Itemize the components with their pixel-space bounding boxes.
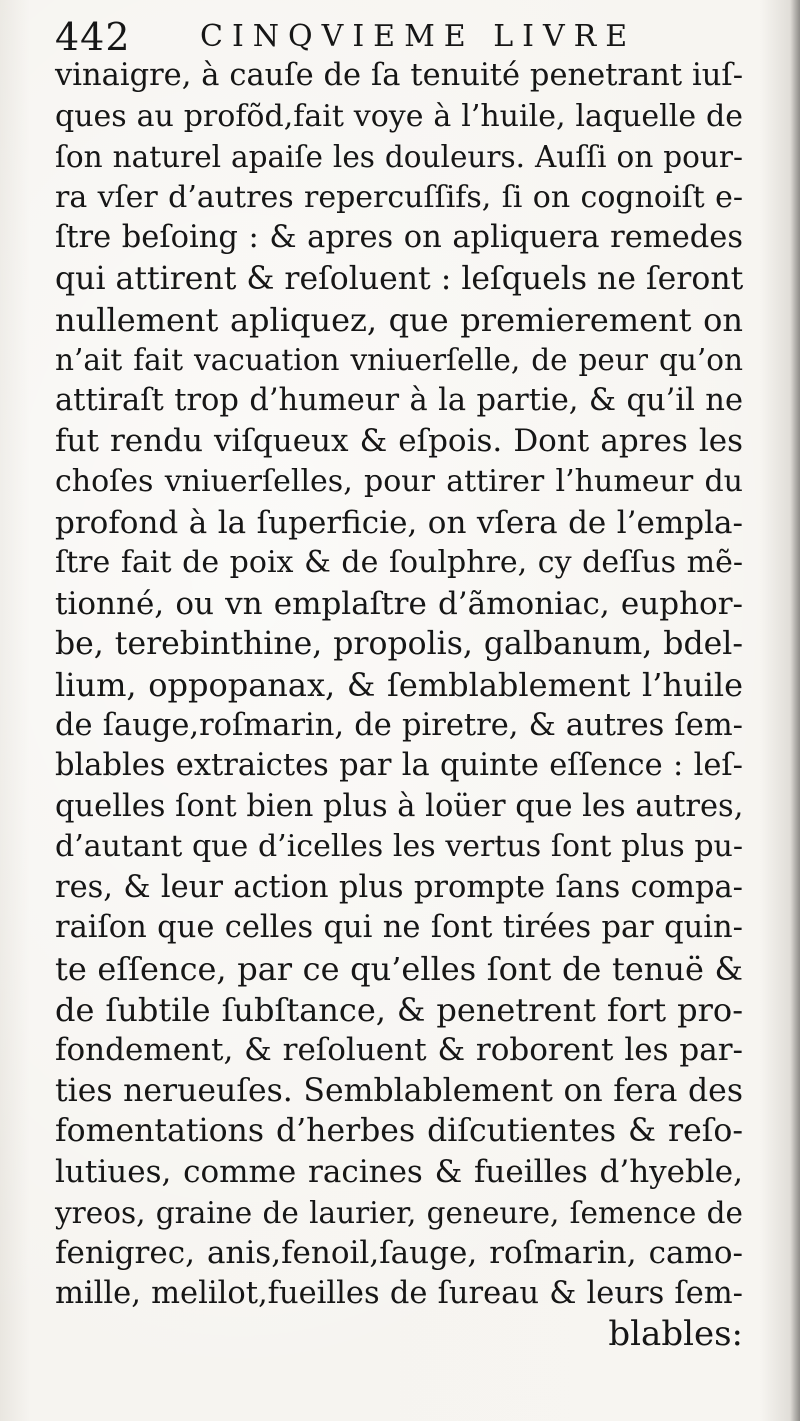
text-line: raiſon que celles qui ne ſont tirées par quin- (55, 910, 743, 946)
text-line: res, & leur action plus prompte ſans compa- (55, 869, 743, 905)
text-line: ſtre fait de poix & de ſoulphre, cy deſſus mẽ- (55, 545, 743, 581)
text-line: fut rendu viſqueux & eſpois. Dont apres les (55, 423, 743, 460)
text-line: ſon naturel apaiſe les douleurs. Auſſi on pour- (55, 140, 743, 175)
text-line: d’autant que d’icelles les vertus ſont plus pu- (55, 829, 743, 865)
text-line: blables extraictes par la quinte eſſence : leſ- (55, 748, 743, 784)
body-text (55, 56, 755, 1355)
text-line: quelles ſont bien plus à loüer que les autres, (55, 788, 744, 824)
text-line: te eſſence, par ce qu’elles ſont de tenuë & (55, 950, 743, 989)
text-line: ques au profõd,fait voye à l’huile, laquelle de (55, 98, 743, 134)
text-line: de ſubtile ſubſtance, & penetrent fort pro- (55, 990, 743, 1029)
text-line: be, terebinthine, propolis, galbanum, bdel- (55, 626, 743, 663)
text-line: vinaigre, à cauſe de ſa tenuité penetrant iuſ- (55, 58, 743, 93)
text-line: qui attirent & reſoluent : leſquels ne ſeront (55, 260, 744, 297)
page-header (55, 14, 755, 60)
text-line: lium, oppopanax, & ſemblablement l’huile (55, 665, 743, 704)
text-line: profond à la ſuperficie, on vſera de l’empla- (55, 504, 743, 541)
text-line: n’ait fait vacuation vniuerſelle, de peur qu’on (55, 343, 743, 378)
text-line: fenigrec, anis,fenoil,ſauge, roſmarin, camo- (55, 1235, 743, 1272)
text-line: mille, melilot,fueilles de ſureau & leurs ſem- (55, 1275, 743, 1311)
text-line: attiraſt trop d’humeur à la partie, & qu’il ne (55, 382, 743, 418)
text-line: ties nerueuſes. Semblablement on fera des (55, 1072, 743, 1109)
text-line: fomentations d’herbes diſcutientes & reſo- (55, 1113, 743, 1150)
text-line: lutiues, comme racines & fueilles d’hyeble, (55, 1154, 743, 1191)
text-line: yreos, graine de laurier, geneure, ſemence de (55, 1195, 743, 1230)
text-line: tionné, ou vn emplaſtre d’ãmoniac, euphor- (55, 585, 743, 622)
catchword-line: blables: (608, 1314, 743, 1355)
text-line: de ſauge,roſmarin, de piretre, & autres ſem- (55, 707, 743, 743)
text-line: nullement apliquez, que premierement on (55, 300, 743, 339)
text-line: ra vſer d’autres repercuſſifs, ſi on cognoiſt e- (55, 179, 743, 215)
text-line: fondement, & reſoluent & roborent les par- (55, 1032, 743, 1069)
page-edge-shadow (790, 0, 800, 1421)
page-number: 442 (55, 15, 131, 59)
text-line: ſtre beſoing : & apres on apliquera remedes (55, 220, 743, 256)
running-head: CINQVIEME LIVRE (200, 19, 637, 54)
text-line: choſes vniuerſelles, pour attirer l’humeur du (55, 463, 743, 499)
